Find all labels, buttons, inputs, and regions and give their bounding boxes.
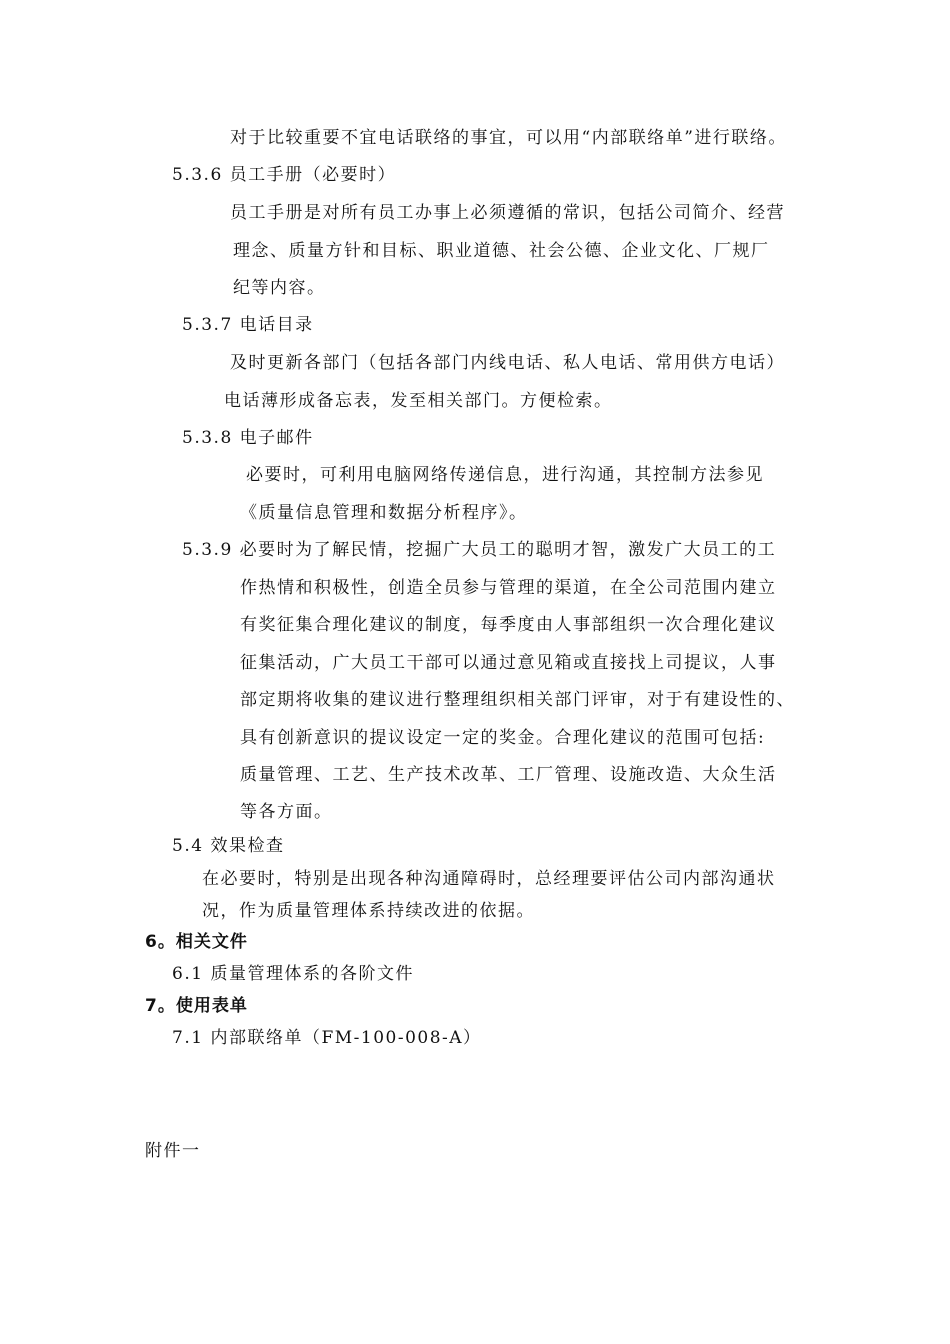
paragraph-line: 在必要时，特别是出现各种沟通障碍时，总经理要评估公司内部沟通状: [202, 869, 776, 889]
paragraph-line: 作热情和积极性，创造全员参与管理的渠道，在全公司范围内建立: [240, 578, 777, 598]
paragraph-line: 等各方面。: [240, 802, 333, 822]
paragraph-line: 必要时，可利用电脑网络传递信息，进行沟通，其控制方法参见: [246, 465, 764, 485]
paragraph-line: 7.1 内部联络单（FM-100-008-A）: [172, 1028, 482, 1048]
section-heading-5-3-7: 5.3.7 电话目录: [182, 315, 314, 335]
paragraph-line: 员工手册是对所有员工办事上必须遵循的常识，包括公司简介、经营: [230, 203, 785, 223]
paragraph-line: 理念、质量方针和目标、职业道德、社会公德、企业文化、厂规厂: [233, 241, 770, 261]
section-heading-5-3-9: 5.3.9 必要时为了解民情，挖掘广大员工的聪明才智，激发广大员工的工: [182, 540, 777, 560]
section-heading-6: 6。相关文件: [145, 932, 248, 952]
paragraph-line: 部定期将收集的建议进行整理组织相关部门评审，对于有建设性的、: [240, 690, 795, 710]
paragraph-line: 征集活动，广大员工干部可以通过意见箱或直接找上司提议，人事: [240, 653, 777, 673]
paragraph-line: 质量管理、工艺、生产技术改革、工厂管理、设施改造、大众生活: [240, 765, 777, 785]
paragraph-line: 有奖征集合理化建议的制度，每季度由人事部组织一次合理化建议: [240, 615, 777, 635]
section-heading-5-3-6: 5.3.6 员工手册（必要时）: [172, 165, 397, 185]
paragraph-line: 对于比较重要不宜电话联络的事宜，可以用“内部联络单”进行联络。: [230, 128, 787, 148]
attachment-label: 附件一: [145, 1141, 201, 1161]
paragraph-line: 电话薄形成备忘表，发至相关部门。方便检索。: [224, 391, 613, 411]
paragraph-line: 况，作为质量管理体系持续改进的依据。: [202, 901, 535, 921]
paragraph-line: 《质量信息管理和数据分析程序》。: [240, 503, 528, 523]
section-heading-7: 7。使用表单: [145, 996, 248, 1016]
paragraph-line: 及时更新各部门（包括各部门内线电话、私人电话、常用供方电话）: [230, 353, 785, 373]
section-heading-5-4: 5.4 效果检查: [172, 836, 285, 856]
section-heading-5-3-8: 5.3.8 电子邮件: [182, 428, 314, 448]
paragraph-line: 纪等内容。: [233, 278, 326, 298]
paragraph-line: 具有创新意识的提议设定一定的奖金。合理化建议的范围可包括:: [240, 728, 766, 748]
paragraph-line: 6.1 质量管理体系的各阶文件: [172, 964, 414, 984]
